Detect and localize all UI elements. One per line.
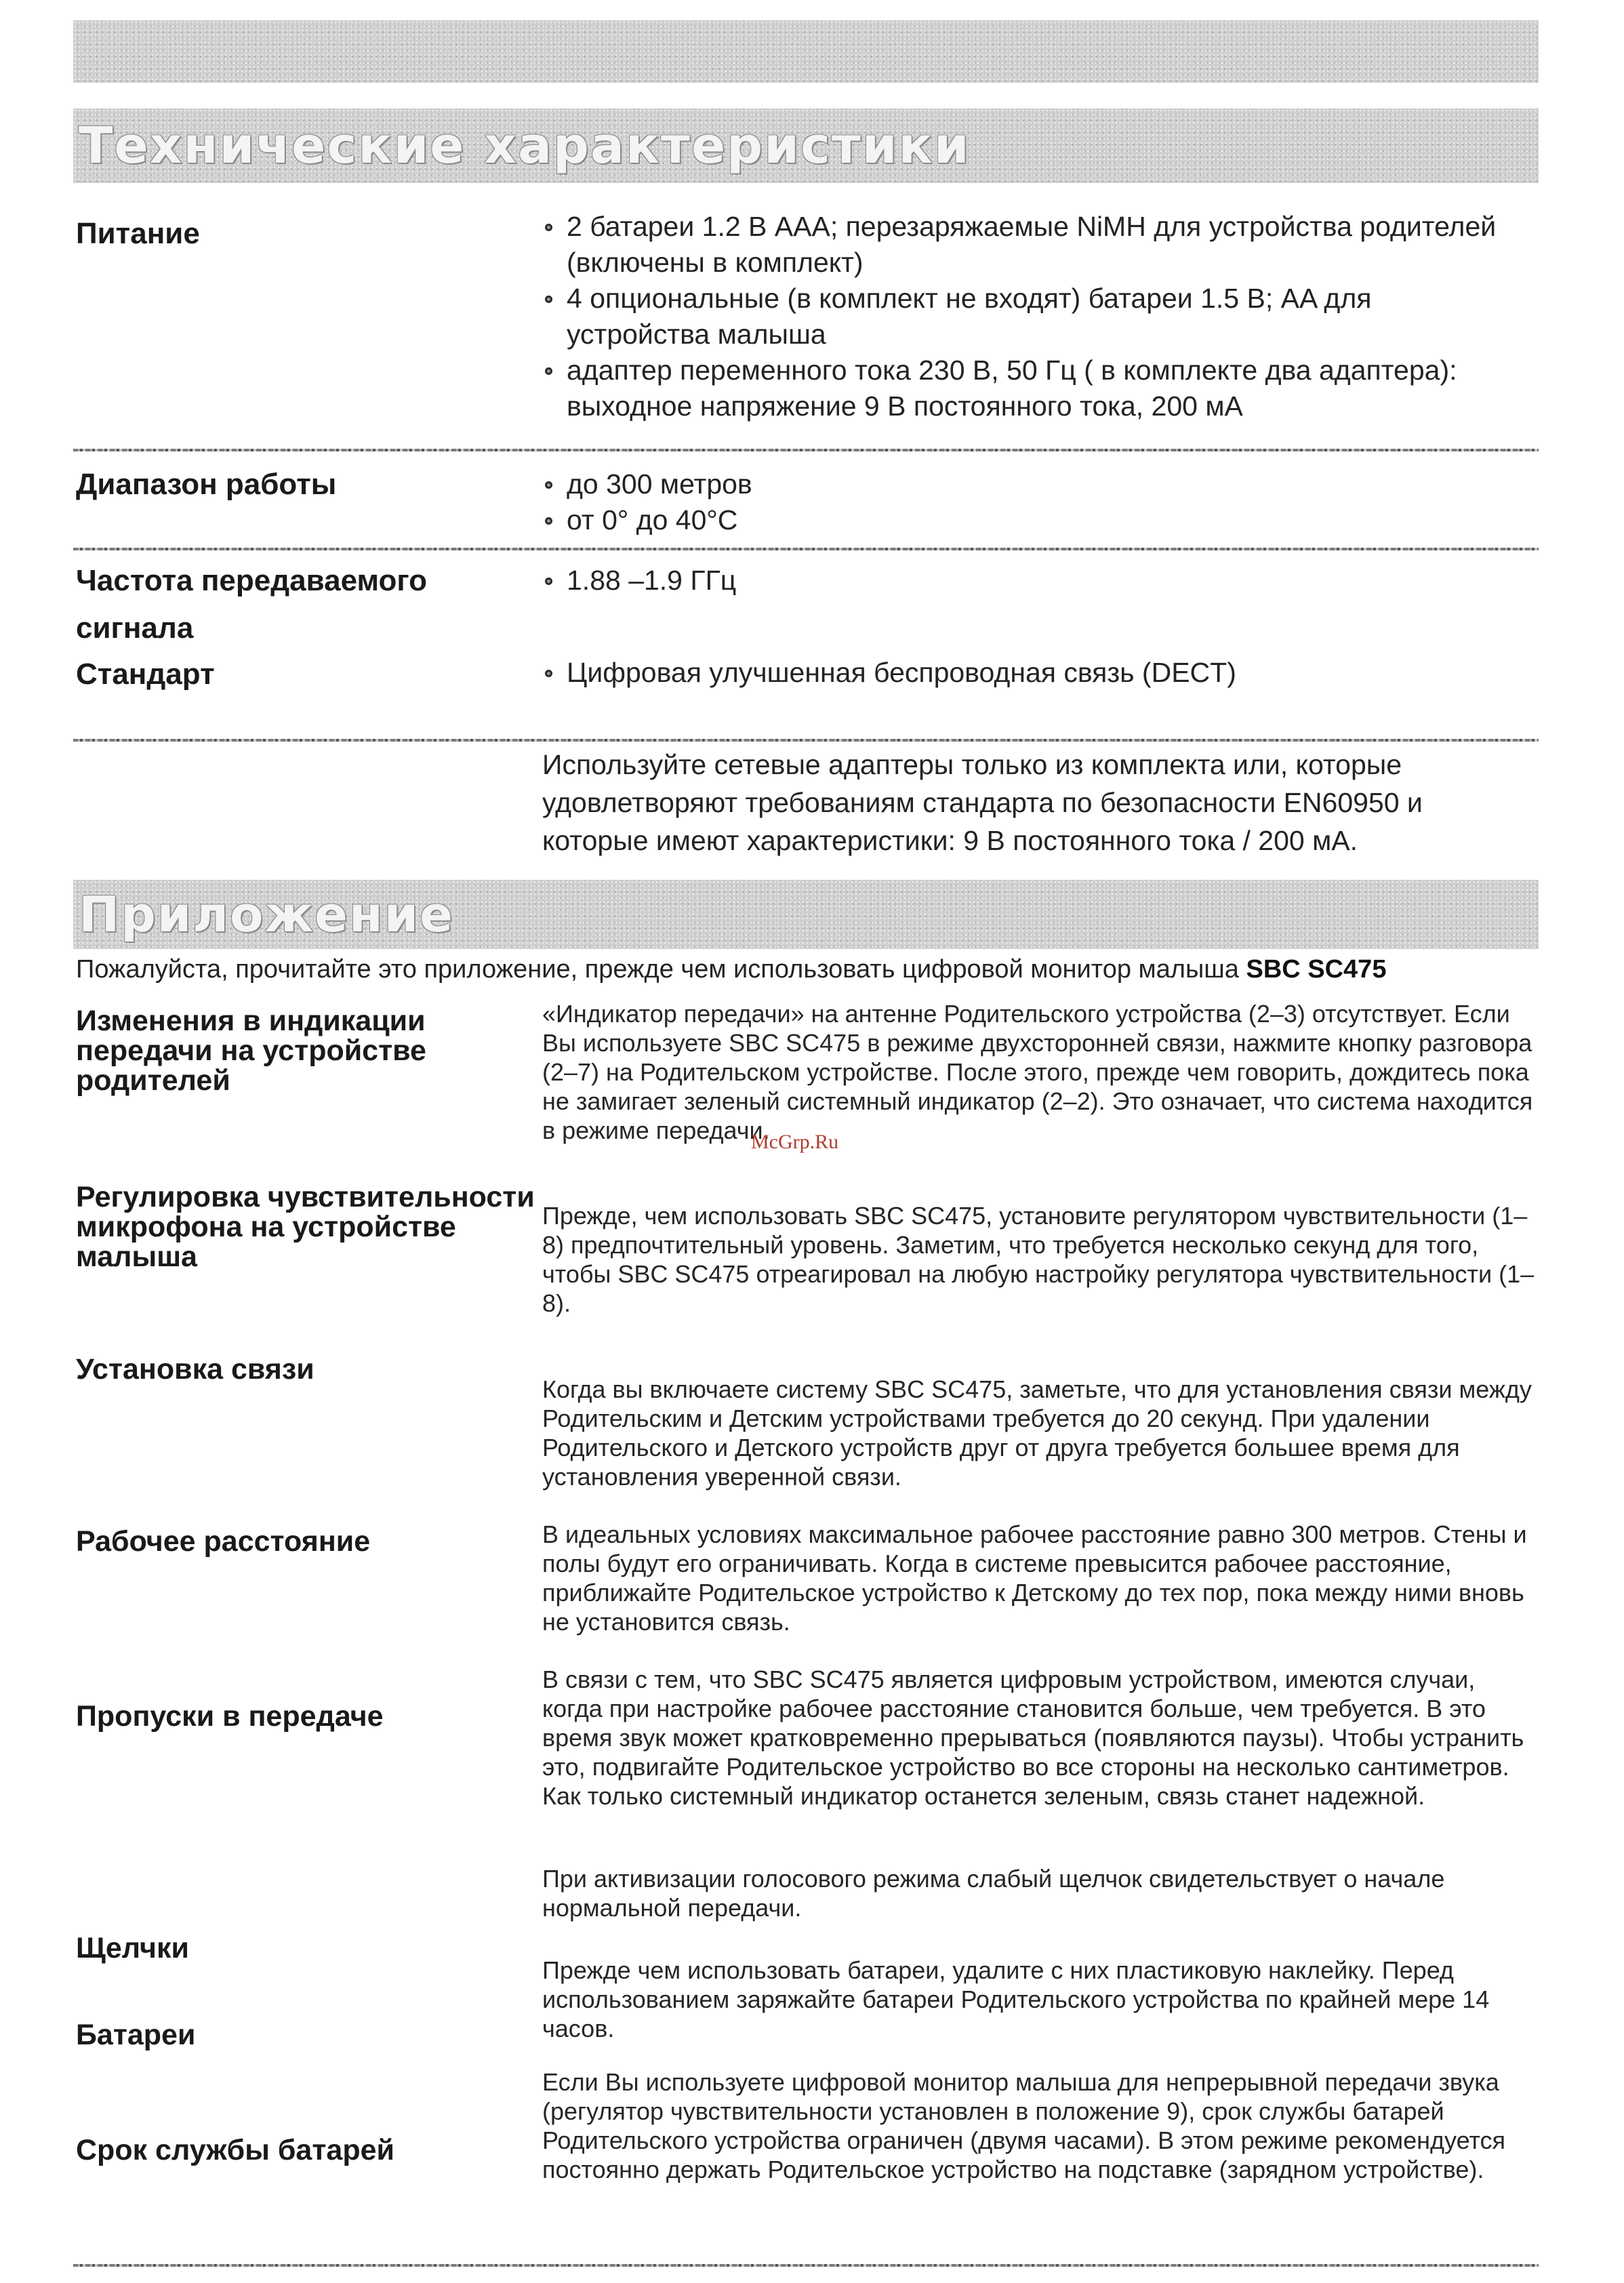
section-label: Рабочее расстояние <box>76 1525 371 1558</box>
section-text: Прежде чем использовать батареи, удалите с них пластиковую наклейку. Перед использованием заряжайте батареи Родительского устройства по крайней мере 14 часов. <box>542 1956 1490 2042</box>
section-label: Щелчки <box>76 1932 189 1964</box>
list-item: адаптер переменного тока 230 В, 50 Гц ( в комплекте два адаптера): выходное напряжение 9 В постоянного тока, 200 мА <box>542 352 1518 424</box>
section-label: Срок службы батарей <box>76 2134 394 2166</box>
specs-heading: Технические характеристики <box>79 117 971 175</box>
list-item: 2 батареи 1.2 В AAA; перезаряжаемые NiMH для устройства родителей (включены в комплект) <box>542 209 1518 281</box>
list-item: от 0° до 40°C <box>542 502 1518 538</box>
divider <box>73 739 1539 742</box>
appendix-intro-text: Пожалуйста, прочитайте это приложение, прежде чем использовать цифровой монитор малыша <box>76 955 1239 984</box>
section-label: Установка связи <box>76 1353 314 1386</box>
divider <box>73 548 1539 550</box>
list-item: до 300 метров <box>542 466 1518 502</box>
appendix-heading-banner <box>73 880 1539 949</box>
standard-list <box>542 655 1518 691</box>
top-decorative-band <box>73 20 1539 83</box>
section-text: В связи с тем, что SBC SC475 является цифровым устройством, имеются случаи, когда при настройке рабочее расстояние становится больше, чем требуется. В это время звук может кратковременно прерываться (появляются паузы). Чтобы устранить это, подвигайте Родительское устройство во все стороны на несколько сантиметров. Как только системный индикатор останется зеленым, связь станет надежной. <box>542 1665 1524 1810</box>
section-label: Батареи <box>76 2019 196 2051</box>
section-text: Когда вы включаете систему SBC SC475, заметьте, что для установления связи между Родительским и Детским устройствами требуется до 20 секунд. При удалении Родительского и Детского устройств друг от друга требуется большее время для установления уверенной связи. <box>542 1375 1532 1491</box>
power-label: Питание <box>76 217 200 250</box>
appendix-intro <box>76 953 1547 986</box>
range-label: Диапазон работы <box>76 468 337 501</box>
watermark: McGrp.Ru <box>751 1131 839 1153</box>
standard-label: Стандарт <box>76 658 215 691</box>
section-label: Изменения в индикации передачи на устройстве родителей <box>76 1005 426 1097</box>
divider <box>73 449 1539 451</box>
section-text: При активизации голосового режима слабый щелчок свидетельствует о начале нормальной передачи. <box>542 1865 1445 1922</box>
appendix-intro-model: SBC SC475 <box>1246 955 1387 984</box>
frequency-list <box>542 563 1518 599</box>
list-item: 4 опциональные (в комплект не входят) батареи 1.5 В; AA для устройства малыша <box>542 281 1518 352</box>
section-label: Регулировка чувствительности микрофона на устройстве малыша <box>76 1181 535 1273</box>
list-item: Цифровая улучшенная беспроводная связь (DECT) <box>542 655 1518 691</box>
section-text: «Индикатор передачи» на антенне Родительского устройства (2–3) отсутствует. Если Вы используете SBC SC475 в режиме двухсторонней связи, нажмите кнопку разговора (2–7) на Родительском устройстве. После этого, прежде чем говорить, дождитесь пока не замигает зеленый системный индикатор (2–2). Это означает, что система находится в режиме передачи. <box>542 1000 1533 1144</box>
section-text: Если Вы используете цифровой монитор малыша для непрерывной передачи звука (регулятор чувствительности установлен в положение 9), срок службы батарей Родительского устройства ограничен (двумя часами). В этом режиме рекомендуется постоянно держать Родительское устройство на подставке (зарядном устройстве). <box>542 2068 1506 2183</box>
appendix-heading: Приложение <box>79 886 454 943</box>
specs-heading-banner <box>73 108 1539 183</box>
frequency-label: Частота передаваемого сигнала <box>76 564 427 645</box>
power-list <box>542 209 1518 424</box>
bottom-divider <box>73 2264 1539 2267</box>
adapter-note: Используйте сетевые адаптеры только из комплекта или, которые удовлетворяют требованиям стандарта по безопасности EN60950 и которые имеют характеристики: 9 В постоянного тока / 200 мА. <box>542 749 1423 856</box>
section-text: Прежде, чем использовать SBC SC475, установите регулятором чувствительности (1–8) предпочтительный уровень. Заметим, что требуется несколько секунд для того, чтобы SBC SC475 отреагировал на любую настройку регулятора чувствительности (1–8). <box>542 1202 1535 1317</box>
section-text: В идеальных условиях максимальное рабочее расстояние равно 300 метров. Стены и полы будут его ограничивать. Когда в системе превысится рабочее расстояние, приближайте Родительское устройство к Детскому до тех пор, пока между ними вновь не установится связь. <box>542 1520 1527 1636</box>
section-label: Пропуски в передаче <box>76 1700 384 1733</box>
range-list <box>542 466 1518 538</box>
list-item: 1.88 –1.9 ГГц <box>542 563 1518 599</box>
